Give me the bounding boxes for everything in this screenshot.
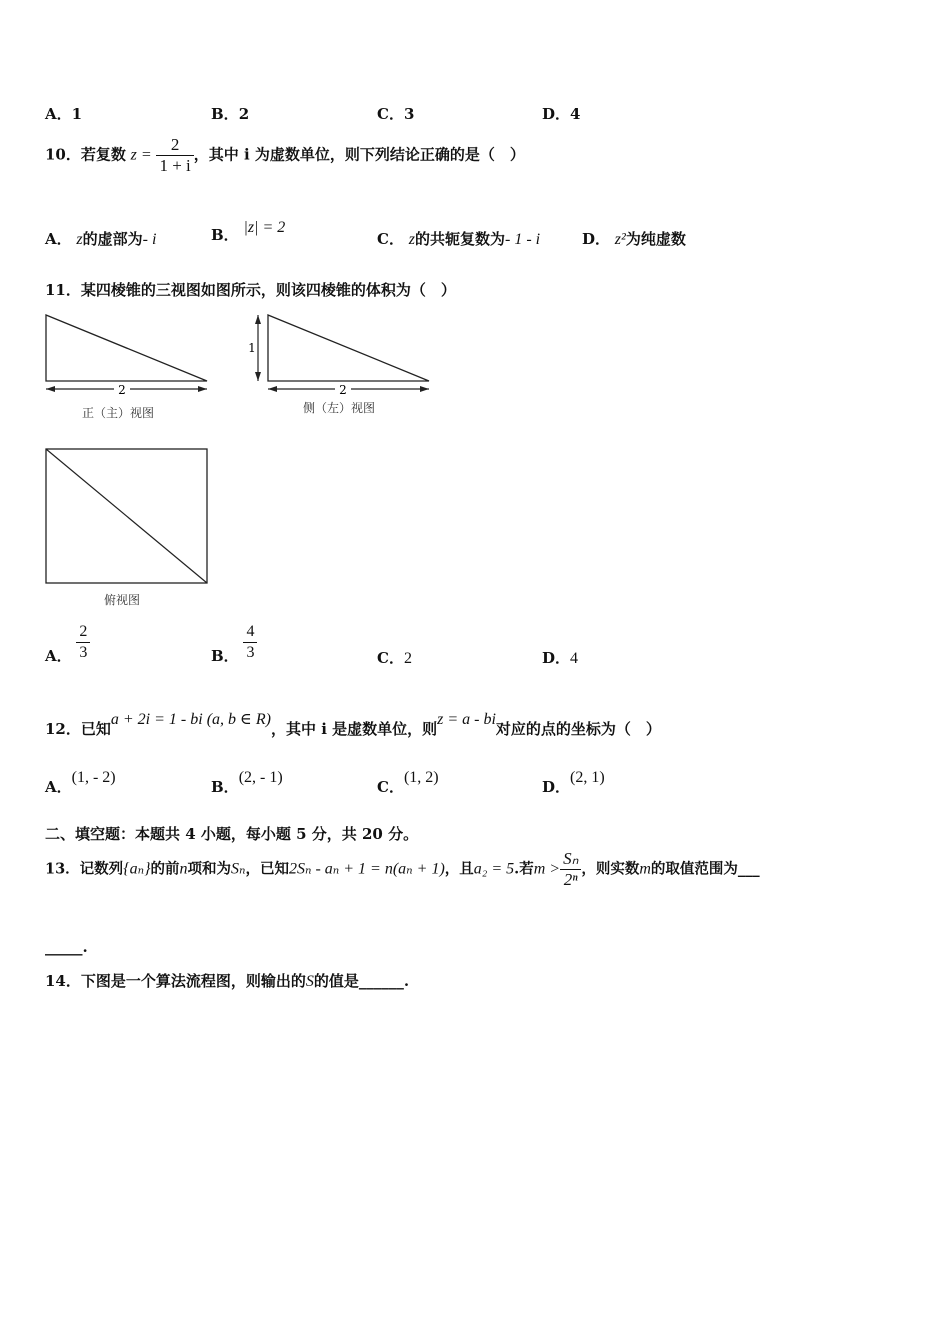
- q12-question: 12．已知a + 2i = 1 - bi (a, b ∈ R)，其中 i 是虚数单位，则z = a - bi对应的点的坐标为（ ）: [45, 711, 661, 738]
- q10-fraction: $\frac{2}{1 + i}$: [156, 135, 193, 176]
- q13-answer-line: _____.: [45, 938, 88, 956]
- front-caption: 正（主）视图: [81, 406, 155, 420]
- q10-option-b: B． |z| = 2: [211, 219, 286, 244]
- q12-option-c: C．(1, 2): [377, 769, 439, 796]
- section-2-heading: 二、填空题：本题共 4 小题，每小题 5 分，共 20 分。: [45, 825, 419, 843]
- side-height-label: 1: [248, 341, 256, 355]
- q9-option-d: D．4: [542, 105, 581, 123]
- q9-option-a: A．1: [45, 105, 83, 123]
- front-view: [46, 315, 207, 420]
- q9-option-c: C．3: [377, 105, 415, 123]
- q10-option-d: D． z²为纯虚数: [582, 230, 686, 248]
- q14-question: 14．下图是一个算法流程图，则输出的S的值是______.: [45, 972, 410, 990]
- q10-question: 10．若复数 z = $\frac{2}{1 + i}$ ，其中 i 为虚数单位，则下列结论正确的是（ ）: [45, 135, 525, 175]
- q13-question: 13．记数列{aₙ}的前n项和为Sₙ，已知2Sₙ - aₙ + 1 = n(aₙ + 1)，且a₂ = 5.若m > $\frac{\text{Sₙ}}{\text{2ⁿ}}$ ，则实数m的取值范围为___: [45, 849, 760, 889]
- side-caption: 侧（左）视图: [302, 401, 376, 415]
- q11-option-d: D．4: [542, 649, 579, 667]
- q10-option-c: C． z的共轭复数为- 1 - i: [377, 230, 541, 248]
- q9-option-b: B．2: [211, 105, 250, 123]
- three-view-diagram: [0, 300, 460, 620]
- top-caption: 俯视图: [103, 593, 141, 607]
- q12-option-d: D．(2, 1): [542, 769, 605, 796]
- q11-option-b: B． $\frac{4}{3}$: [211, 622, 257, 663]
- q11-option-c: C．2: [377, 649, 412, 667]
- top-view: [46, 449, 207, 607]
- side-dim-label: 2: [339, 383, 347, 397]
- q12-option-a: A．(1, - 2): [45, 769, 116, 796]
- q10-option-a: A． z的虚部为- i: [45, 230, 157, 248]
- front-dim-label: 2: [118, 383, 126, 397]
- side-view: [248, 315, 429, 415]
- q12-option-b: B．(2, - 1): [211, 769, 283, 796]
- q11-option-a: A． $\frac{2}{3}$: [45, 622, 90, 663]
- q11-question: 11．某四棱锥的三视图如图所示，则该四棱锥的体积为（ ）: [45, 281, 456, 299]
